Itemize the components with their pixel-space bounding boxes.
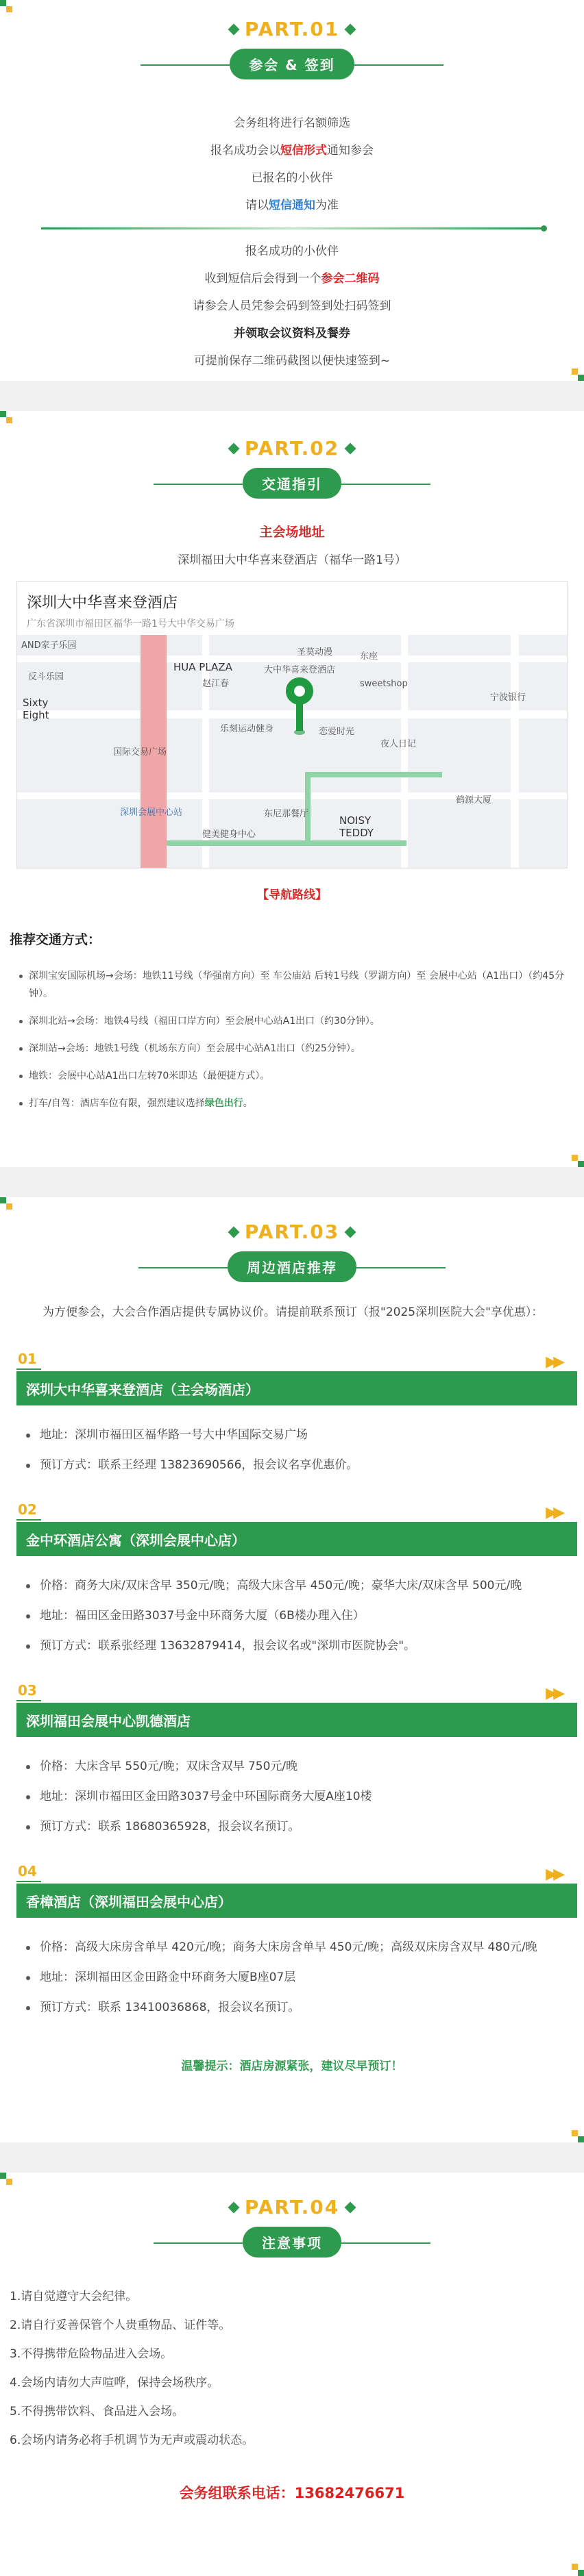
corner-decoration (0, 0, 12, 12)
map-label: 恋爱时光 (319, 727, 355, 737)
diamond-icon (345, 23, 356, 35)
hotel-detail-item: 预订方式：联系 13410036868，报会议名预订。 (26, 1997, 570, 2018)
location-pin-shadow (294, 729, 305, 735)
double-arrow-icon: ▶▶ (546, 1685, 561, 1702)
note-item: 1.请自觉遵守大会纪律。 (10, 2290, 138, 2303)
green-highlight: 绿色出行 (204, 1098, 243, 1109)
info-line (0, 238, 584, 265)
note-item: 6.会场内请务必将手机调节为无声或震动状态。 (10, 2434, 254, 2447)
corner-decoration (572, 368, 584, 381)
info-line (0, 192, 584, 219)
double-arrow-icon: ▶▶ (546, 1866, 561, 1883)
line-text: 为准 (315, 199, 339, 212)
part1-pill: 参会 & 签到 (230, 49, 354, 79)
checkin-info (0, 238, 584, 375)
hotel-name: 深圳大中华喜来登酒店（主会场酒店） (26, 1381, 259, 1398)
diamond-icon (228, 2201, 239, 2213)
map-label: 宁波银行 (490, 692, 526, 703)
hotel-list (0, 1351, 584, 2018)
hotel-details (16, 1737, 577, 1837)
section-part2 (0, 411, 584, 1167)
hotel-detail-item: 地址：深圳福田区金田路金中环商务大厦B座07层 (26, 1967, 570, 1988)
line-highlight: 参会二维码 (321, 272, 380, 286)
map-road (401, 635, 408, 868)
map-canvas[interactable] (17, 635, 567, 868)
map-label: 东尼那餐厅 (264, 809, 309, 819)
corner-decoration (572, 2564, 584, 2576)
map-label: NOISY TEDDY (339, 814, 374, 839)
info-line (0, 137, 584, 164)
diamond-icon (345, 442, 356, 454)
map-header (17, 582, 567, 635)
part4-header (0, 2173, 584, 2258)
line-highlight: 并领取会议资料及餐券 (234, 327, 350, 340)
line-text: 已报名的小伙伴 (251, 171, 333, 185)
map-label: 夜人日记 (380, 739, 417, 749)
hotel-detail-item: 价格：高级大床房含单早 420元/晚；商务大床房含单早 450元/晚；高级双床房含双早 480元/晚 (26, 1937, 570, 1958)
line-text: 报名成功会以 (210, 144, 280, 158)
part4-title-text: PART.04 (244, 2196, 340, 2218)
info-line (0, 110, 584, 137)
map-place-name: 深圳大中华喜来登酒店 (27, 595, 178, 612)
map-label: sweetshop (360, 679, 408, 689)
transport-item: 地铁：会展中心站A1出口左转70米即达（最便捷方式）。 (19, 1067, 574, 1085)
hotel-number: 04 (18, 1863, 37, 1879)
double-arrow-icon: ▶▶ (546, 1504, 561, 1521)
part2-title-text: PART.02 (244, 437, 340, 460)
line-text: 可提前保存二维码截图以便快速签到~ (193, 354, 391, 368)
diamond-icon (228, 1226, 239, 1238)
transport-title: 推荐交通方式： (10, 932, 101, 947)
part3-pill: 周边酒店推荐 (228, 1251, 356, 1282)
corner-decoration (0, 2173, 12, 2185)
hotel-tip: 温馨提示：酒店房源紧张，建议尽早预订！ (181, 2060, 403, 2073)
hotel-number: 01 (18, 1351, 37, 1367)
transport-list (0, 948, 584, 1140)
diamond-icon (228, 442, 239, 454)
notes-list (0, 2258, 584, 2451)
transport-item: 深圳北站→会场：地铁4号线（福田口岸方向）至会展中心站A1出口（约30分钟）。 (19, 1012, 574, 1030)
contact-phone[interactable]: 会务组联系电话：13682476671 (179, 2485, 405, 2501)
corner-decoration (572, 2130, 584, 2142)
map-road (17, 655, 568, 662)
diamond-icon (345, 2201, 356, 2213)
part2-title (0, 437, 584, 460)
map-place-address: 广东省深圳市福田区福华一路1号大中华交易广场 (27, 618, 234, 629)
part3-title-text: PART.03 (244, 1221, 340, 1243)
diamond-icon (228, 23, 239, 35)
venue-address: 深圳福田大中华喜来登酒店（福华一路1号） (178, 553, 406, 567)
note-item: 4.会场内请勿大声喧哗，保持会场秩序。 (10, 2376, 219, 2390)
map-road (511, 635, 519, 868)
line-highlight: 短信形式 (280, 144, 327, 158)
hotel-detail-item: 价格：商务大床/双床含早 350元/晚；高级大床含早 450元/晚；豪华大床/双床含早 500元/晚 (26, 1575, 570, 1596)
hotel-name: 香樟酒店（深圳福田会展中心店） (26, 1893, 232, 1910)
line-text: 通知参会 (327, 144, 374, 158)
part4-title (0, 2196, 584, 2218)
venue-title: 主会场地址 (259, 525, 325, 540)
hotel-detail-item: 地址：深圳市福田区福华路一号大中华国际交易广场 (26, 1425, 570, 1445)
part2-header (0, 411, 584, 499)
diamond-icon (345, 1226, 356, 1238)
note-item: 3.不得携带危险物品进入会场。 (10, 2347, 173, 2361)
part3-title (0, 1221, 584, 1243)
hotel-name: 深圳福田会展中心凯德酒店 (26, 1712, 191, 1729)
part3-header (0, 1197, 584, 1282)
hotel-card (16, 1682, 577, 1837)
map-green-road (167, 840, 406, 846)
transport-item: 深圳宝安国际机场→会场：地铁11号线（华强南方向）至 车公庙站 后转1号线（罗湖方向）至 会展中心站（A1出口）（约45分钟）。 (19, 967, 574, 1003)
part1-title-text: PART.01 (244, 18, 340, 40)
map-label: 东座 (360, 651, 378, 662)
corner-decoration (572, 1155, 584, 1167)
line-highlight: 短信通知 (269, 199, 315, 212)
info-line (0, 320, 584, 347)
double-arrow-icon: ▶▶ (546, 1353, 561, 1371)
section-part4 (0, 2173, 584, 2576)
hotel-details (16, 1918, 577, 2018)
hotel-detail-item: 地址：深圳市福田区金田路3037号金中环国际商务大厦A座10楼 (26, 1786, 570, 1807)
map-label: 深圳会展中心站 (120, 808, 183, 818)
map-green-road (305, 772, 442, 777)
part1-header (0, 0, 584, 79)
hotel-intro: 为方便参会，大会合作酒店提供专属协议价。请提前联系预订（报"2025深圳医院大会"享优惠）： (42, 1305, 544, 1319)
divider (41, 227, 543, 229)
map-label: 国际交易广场 (113, 747, 167, 758)
line-text: 请参会人员凭参会码到签到处扫码签到 (193, 299, 391, 313)
map-label: 鹤源大厦 (456, 795, 492, 805)
map-label: HUA PLAZA (173, 661, 232, 673)
info-line (0, 292, 584, 320)
location-pin-icon (296, 703, 303, 731)
part1-title (0, 18, 584, 40)
part4-pill: 注意事项 (243, 2227, 341, 2258)
signup-info (0, 110, 584, 219)
line-text: 报名成功的小伙伴 (245, 245, 339, 258)
info-line (0, 265, 584, 292)
line-text: 收到短信后会得到一个 (204, 272, 321, 286)
map-label: 赵江春 (202, 679, 230, 689)
section-part1 (0, 0, 584, 381)
map-label: 圣莫动漫 (297, 647, 333, 658)
map-road (17, 710, 568, 718)
hotel-details (16, 1556, 577, 1656)
map-label: 大中华喜来登酒店 (264, 665, 336, 675)
hotel-detail-item: 预订方式：联系 18680365928，报会议名预订。 (26, 1816, 570, 1837)
info-line (0, 347, 584, 375)
info-line (0, 164, 584, 192)
section-part3 (0, 1197, 584, 2142)
map-label: 反斗乐园 (28, 672, 64, 682)
map-label: AND家子乐园 (21, 640, 77, 651)
venue-map[interactable] (16, 581, 568, 868)
note-item: 2.请自行妥善保管个人贵重物品、证件等。 (10, 2318, 231, 2332)
part2-pill: 交通指引 (243, 468, 341, 499)
hotel-card (16, 1351, 577, 1475)
corner-decoration (0, 1197, 12, 1210)
hotel-number: 03 (18, 1682, 37, 1699)
transport-item: 深圳站→会场：地铁1号线（机场东方向）至会展中心站A1出口（约25分钟）。 (19, 1040, 574, 1058)
hotel-name: 金中环酒店公寓（深圳会展中心店） (26, 1531, 245, 1549)
map-label: 乐刻运动健身 (220, 724, 274, 734)
corner-decoration (0, 411, 12, 423)
hotel-detail-item: 地址：福田区金田路3037号金中环商务大厦（6B楼办理入住） (26, 1605, 570, 1626)
location-pin-icon (286, 677, 313, 705)
line-text: 会务组将进行名额筛选 (234, 116, 350, 130)
hotel-detail-item: 预订方式：联系王经理 13823690566，报会议名享优惠价。 (26, 1455, 570, 1475)
note-item: 5.不得携带饮料、食品进入会场。 (10, 2405, 184, 2418)
hotel-card (16, 1863, 577, 2018)
map-label: 健美健身中心 (202, 829, 256, 840)
transport-item: 打车/自驾：酒店车位有限，强烈建议选择绿色出行。 (19, 1095, 574, 1112)
hotel-card (16, 1501, 577, 1656)
hotel-number: 02 (18, 1501, 37, 1518)
line-text: 请以 (245, 199, 269, 212)
hotel-detail-item: 价格：大床含早 550元/晚；双床含双早 750元/晚 (26, 1756, 570, 1777)
nav-route-link[interactable]: 【导航路线】 (257, 888, 327, 902)
hotel-detail-item: 预订方式：联系张经理 13632879414，报会议名或"深圳市医院协会"。 (26, 1636, 570, 1656)
hotel-details (16, 1405, 577, 1475)
map-label: Sixty Eight (23, 697, 49, 721)
